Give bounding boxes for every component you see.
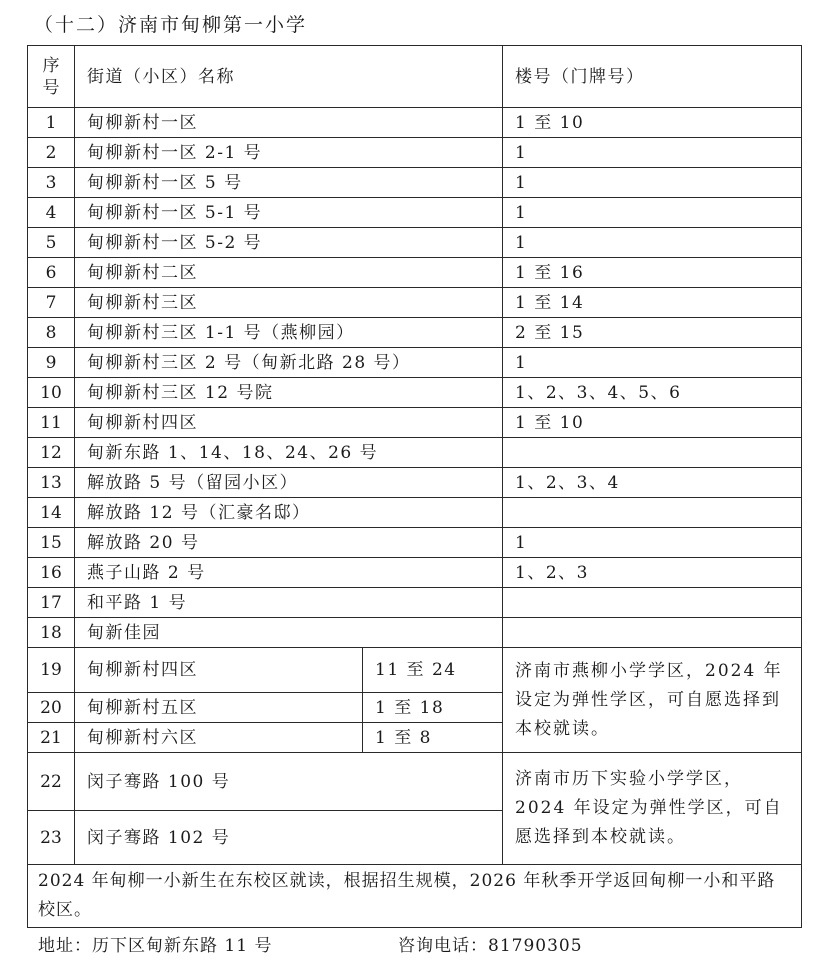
row-seq: 5 (28, 228, 75, 258)
row-seq: 22 (28, 753, 75, 811)
table-row (28, 753, 802, 811)
row-name: 闵子骞路 102 号 (75, 811, 503, 865)
table-row (28, 168, 802, 198)
row-seq: 21 (28, 723, 75, 753)
row-building: 1 至 10 (503, 408, 802, 438)
flex-zone-note: 济南市历下实验小学学区，2024 年设定为弹性学区，可自愿选择到本校就读。 (503, 753, 802, 865)
row-seq: 9 (28, 348, 75, 378)
row-seq: 20 (28, 693, 75, 723)
row-name: 和平路 1 号 (75, 588, 503, 618)
row-building: 11 至 24 (363, 648, 503, 693)
row-name: 甸柳新村四区 (75, 648, 363, 693)
row-name: 闵子骞路 100 号 (75, 753, 503, 811)
table-row (28, 558, 802, 588)
table-row (28, 198, 802, 228)
row-seq: 15 (28, 528, 75, 558)
row-name: 甸柳新村四区 (75, 408, 503, 438)
row-seq: 6 (28, 258, 75, 288)
row-building (503, 588, 802, 618)
header-name: 街道（小区）名称 (75, 46, 503, 108)
table-header-row (28, 46, 802, 108)
row-seq: 11 (28, 408, 75, 438)
row-seq: 1 (28, 108, 75, 138)
row-name: 甸柳新村一区 5 号 (75, 168, 503, 198)
row-name: 燕子山路 2 号 (75, 558, 503, 588)
table-row (28, 108, 802, 138)
row-name: 甸柳新村三区 1-1 号（燕柳园） (75, 318, 503, 348)
table-row (28, 228, 802, 258)
table-row (28, 288, 802, 318)
row-seq: 13 (28, 468, 75, 498)
table-row (28, 588, 802, 618)
row-building: 1 (503, 138, 802, 168)
row-seq: 16 (28, 558, 75, 588)
table-row (28, 138, 802, 168)
row-name: 甸柳新村一区 5-1 号 (75, 198, 503, 228)
row-name: 甸柳新村三区 12 号院 (75, 378, 503, 408)
table-row (28, 258, 802, 288)
row-name: 甸柳新村三区 (75, 288, 503, 318)
table-row (28, 618, 802, 648)
row-seq: 7 (28, 288, 75, 318)
row-name: 解放路 5 号（留园小区） (75, 468, 503, 498)
row-name: 甸柳新村一区 5-2 号 (75, 228, 503, 258)
row-building: 1 至 14 (503, 288, 802, 318)
footer (38, 931, 583, 956)
row-seq: 23 (28, 811, 75, 865)
footnote-row (28, 865, 802, 928)
row-building: 1 (503, 168, 802, 198)
address: 地址：历下区甸新东路 11 号 (38, 936, 273, 956)
row-building (503, 498, 802, 528)
row-name: 解放路 20 号 (75, 528, 503, 558)
row-building: 1 至 16 (503, 258, 802, 288)
table-row (28, 528, 802, 558)
row-name: 甸柳新村二区 (75, 258, 503, 288)
row-name: 甸新佳园 (75, 618, 503, 648)
row-seq: 12 (28, 438, 75, 468)
row-seq: 4 (28, 198, 75, 228)
row-building: 1、2、3 (503, 558, 802, 588)
row-building: 2 至 15 (503, 318, 802, 348)
row-building (503, 618, 802, 648)
table-row (28, 438, 802, 468)
section-title: （十二）济南市甸柳第一小学 (34, 14, 308, 36)
row-name: 甸新东路 1、14、18、24、26 号 (75, 438, 503, 468)
header-seq-label: 序号 (42, 55, 60, 98)
header-seq (28, 46, 75, 108)
row-name: 甸柳新村五区 (75, 693, 363, 723)
table-row (28, 648, 802, 693)
table-row (28, 378, 802, 408)
phone: 咨询电话：81790305 (398, 936, 583, 956)
row-seq: 3 (28, 168, 75, 198)
row-building: 1 至 18 (363, 693, 503, 723)
table-row (28, 408, 802, 438)
row-name: 甸柳新村六区 (75, 723, 363, 753)
row-building: 1 (503, 528, 802, 558)
school-zone-table (27, 45, 802, 928)
row-seq: 2 (28, 138, 75, 168)
header-building: 楼号（门牌号） (503, 46, 802, 108)
row-building: 1、2、3、4、5、6 (503, 378, 802, 408)
row-building: 1 至 10 (503, 108, 802, 138)
row-building: 1 至 8 (363, 723, 503, 753)
table-row (28, 498, 802, 528)
table-row (28, 468, 802, 498)
row-seq: 18 (28, 618, 75, 648)
row-building: 1 (503, 348, 802, 378)
row-building: 1、2、3、4 (503, 468, 802, 498)
footnote: 2024 年甸柳一小新生在东校区就读，根据招生规模，2026 年秋季开学返回甸柳一小和平路校区。 (28, 865, 802, 928)
table-row (28, 318, 802, 348)
row-seq: 8 (28, 318, 75, 348)
row-name: 解放路 12 号（汇豪名邸） (75, 498, 503, 528)
row-seq: 14 (28, 498, 75, 528)
row-building: 1 (503, 198, 802, 228)
flex-zone-note: 济南市燕柳小学学区，2024 年设定为弹性学区，可自愿选择到本校就读。 (503, 648, 802, 753)
row-name: 甸柳新村三区 2 号（甸新北路 28 号） (75, 348, 503, 378)
row-name: 甸柳新村一区 2-1 号 (75, 138, 503, 168)
table-row (28, 348, 802, 378)
row-seq: 17 (28, 588, 75, 618)
row-building (503, 438, 802, 468)
row-seq: 10 (28, 378, 75, 408)
row-seq: 19 (28, 648, 75, 693)
row-building: 1 (503, 228, 802, 258)
row-name: 甸柳新村一区 (75, 108, 503, 138)
